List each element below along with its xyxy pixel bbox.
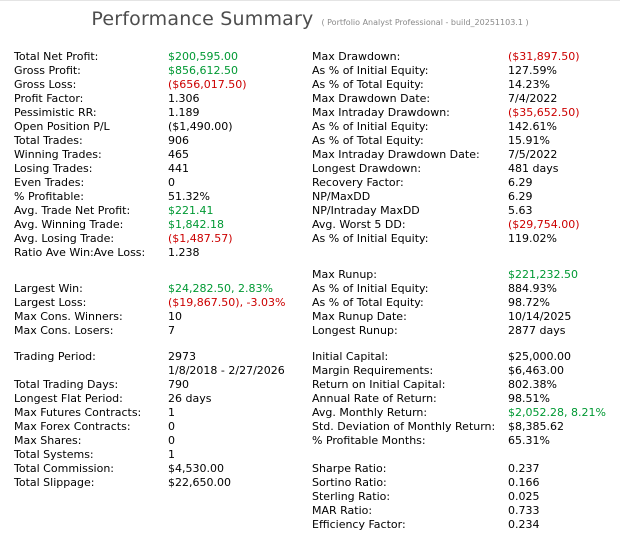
stat-label: Losing Trades: <box>14 162 93 175</box>
left-stat-group <box>14 350 312 490</box>
right-stat-group <box>312 462 614 532</box>
stat-value: 481 days <box>508 162 559 175</box>
stat-value: 465 <box>168 148 189 161</box>
stat-value: 6.29 <box>508 176 533 189</box>
stat-label: Max Forex Contracts: <box>14 420 131 433</box>
stat-value: 0 <box>168 176 175 189</box>
stat-label: Total Slippage: <box>14 476 95 489</box>
stat-row <box>312 162 614 176</box>
stat-label: As % of Total Equity: <box>312 296 424 309</box>
stat-row <box>14 364 312 378</box>
stat-label: Sharpe Ratio: <box>312 462 387 475</box>
stat-row <box>312 232 614 246</box>
stat-value: $25,000.00 <box>508 350 571 363</box>
stat-label: Total Commission: <box>14 462 115 475</box>
stat-value: 1 <box>168 406 175 419</box>
stat-row <box>14 106 312 120</box>
stat-value: 2973 <box>168 350 196 363</box>
stat-value: 98.51% <box>508 392 550 405</box>
stat-value: 10 <box>168 310 182 323</box>
stat-label: Total Trades: <box>14 134 83 147</box>
stat-label: Max Futures Contracts: <box>14 406 142 419</box>
stat-value: $200,595.00 <box>168 50 238 63</box>
stat-label: As % of Initial Equity: <box>312 120 429 133</box>
stat-value: 10/14/2025 <box>508 310 572 323</box>
stat-row <box>312 204 614 218</box>
stat-row <box>312 420 614 434</box>
stat-row <box>14 218 312 232</box>
stat-value: 0.733 <box>508 504 540 517</box>
stat-row <box>14 378 312 392</box>
stat-row <box>312 364 614 378</box>
stat-label: Std. Deviation of Monthly Return: <box>312 420 496 433</box>
stat-label: NP/Intraday MaxDD <box>312 204 420 217</box>
stat-row <box>14 190 312 204</box>
stat-label: Sortino Ratio: <box>312 476 387 489</box>
stat-label: Sterling Ratio: <box>312 490 391 503</box>
stat-label: Avg. Winning Trade: <box>14 218 124 231</box>
stat-value: 0.237 <box>508 462 540 475</box>
left-stat-group <box>14 282 312 338</box>
stat-row <box>312 64 614 78</box>
stat-label <box>14 364 168 378</box>
stat-row <box>312 134 614 148</box>
stat-label: Efficiency Factor: <box>312 518 406 531</box>
stat-value: ($31,897.50) <box>508 50 580 63</box>
stat-value: 0 <box>168 434 175 447</box>
stat-row <box>14 78 312 92</box>
stat-value: $221,232.50 <box>508 268 578 281</box>
stat-row <box>14 134 312 148</box>
stat-row <box>312 462 614 476</box>
stat-value: 1.238 <box>168 246 200 259</box>
stat-label: Open Position P/L <box>14 120 110 133</box>
stat-row <box>312 504 614 518</box>
stat-value: 51.32% <box>168 190 210 203</box>
stat-row <box>312 106 614 120</box>
right-stat-group <box>312 50 614 246</box>
stat-label: Max Runup: <box>312 268 377 281</box>
stat-row <box>312 50 614 64</box>
stat-row <box>14 350 312 364</box>
stat-label: Max Intraday Drawdown Date: <box>312 148 480 161</box>
stat-value: $856,612.50 <box>168 64 238 77</box>
stat-label: Initial Capital: <box>312 350 389 363</box>
stat-value: 906 <box>168 134 189 147</box>
stat-value: 7/4/2022 <box>508 92 558 105</box>
stat-value: 802.38% <box>508 378 557 391</box>
stat-label: Total Systems: <box>14 448 94 461</box>
stat-value: $6,463.00 <box>508 364 564 377</box>
stat-row <box>14 148 312 162</box>
stat-row <box>312 490 614 504</box>
stat-row <box>312 190 614 204</box>
stat-row <box>312 310 614 324</box>
stat-value: 1.306 <box>168 92 200 105</box>
stat-value: ($1,487.57) <box>168 232 233 245</box>
stat-row <box>312 350 614 364</box>
stat-label: Longest Flat Period: <box>14 392 123 405</box>
stat-row <box>14 162 312 176</box>
stat-row <box>312 120 614 134</box>
stat-row <box>312 268 614 282</box>
stat-label: Trading Period: <box>14 350 96 363</box>
stat-row <box>14 462 312 476</box>
stat-label: Longest Drawdown: <box>312 162 422 175</box>
stat-label: Avg. Worst 5 DD: <box>312 218 406 231</box>
stat-value: ($656,017.50) <box>168 78 247 91</box>
stat-label: % Profitable Months: <box>312 434 426 447</box>
stat-label: MAR Ratio: <box>312 504 373 517</box>
stat-label: As % of Initial Equity: <box>312 282 429 295</box>
stat-label: As % of Total Equity: <box>312 134 424 147</box>
stat-value: 6.29 <box>508 190 533 203</box>
stat-value: 0.025 <box>508 490 540 503</box>
stat-label: Ratio Ave Win:Ave Loss: <box>14 246 146 259</box>
stat-row <box>14 120 312 134</box>
stat-label: Total Net Profit: <box>14 50 99 63</box>
stat-row <box>312 218 614 232</box>
stat-value: 127.59% <box>508 64 557 77</box>
stat-label: As % of Initial Equity: <box>312 64 429 77</box>
stat-row <box>14 296 312 310</box>
stat-row <box>14 92 312 106</box>
stat-row <box>14 406 312 420</box>
report-header <box>0 8 620 30</box>
stat-label: As % of Total Equity: <box>312 78 424 91</box>
stat-label: Avg. Losing Trade: <box>14 232 115 245</box>
stats-column-right <box>312 50 614 532</box>
stat-label: Max Intraday Drawdown: <box>312 106 450 119</box>
stat-value: 142.61% <box>508 120 557 133</box>
stat-value: 15.91% <box>508 134 550 147</box>
stat-label: Even Trades: <box>14 176 85 189</box>
stat-label: Recovery Factor: <box>312 176 404 189</box>
stat-label: Max Runup Date: <box>312 310 407 323</box>
stat-value: 119.02% <box>508 232 557 245</box>
stat-value: ($35,652.50) <box>508 106 580 119</box>
stat-row <box>312 406 614 420</box>
stat-label: Profit Factor: <box>14 92 84 105</box>
left-stat-group <box>14 50 312 260</box>
stat-value: ($1,490.00) <box>168 120 233 133</box>
stat-value: 14.23% <box>508 78 550 91</box>
stat-value: $4,530.00 <box>168 462 224 475</box>
stat-value: $2,052.28, 8.21% <box>508 406 606 419</box>
stat-value: 2877 days <box>508 324 566 337</box>
stat-value: 441 <box>168 162 189 175</box>
stat-value: 7 <box>168 324 175 337</box>
stat-label: Max Cons. Losers: <box>14 324 114 337</box>
stat-row <box>14 50 312 64</box>
stat-row <box>14 282 312 296</box>
stat-row <box>14 324 312 338</box>
stat-row <box>312 518 614 532</box>
stat-label: Return on Initial Capital: <box>312 378 446 391</box>
stat-label: % Profitable: <box>14 190 84 203</box>
stat-value: $8,385.62 <box>508 420 564 433</box>
stat-row <box>312 324 614 338</box>
stat-row <box>14 204 312 218</box>
stat-row <box>312 392 614 406</box>
stat-row <box>14 310 312 324</box>
stat-label: Margin Requirements: <box>312 364 434 377</box>
stat-value: 884.93% <box>508 282 557 295</box>
stat-label: Gross Profit: <box>14 64 81 77</box>
page-title: Performance Summary <box>91 8 314 30</box>
stat-value: 790 <box>168 378 189 391</box>
stat-row <box>312 282 614 296</box>
stat-value: ($19,867.50), -3.03% <box>168 296 286 309</box>
stat-label: Total Trading Days: <box>14 378 119 391</box>
stat-row <box>312 92 614 106</box>
stat-label: Winning Trades: <box>14 148 102 161</box>
stats-column-left <box>14 50 312 490</box>
stat-label: Pessimistic RR: <box>14 106 97 119</box>
stat-row <box>14 434 312 448</box>
stat-label: Max Drawdown Date: <box>312 92 431 105</box>
stat-value: 0 <box>168 420 175 433</box>
stat-row <box>312 434 614 448</box>
stat-label: Largest Loss: <box>14 296 87 309</box>
stat-row <box>14 448 312 462</box>
stat-value: ($29,754.00) <box>508 218 580 231</box>
stat-value: 26 days <box>168 392 212 405</box>
stat-label: Max Shares: <box>14 434 82 447</box>
stat-row <box>312 378 614 392</box>
right-stat-group <box>312 268 614 338</box>
stat-label: As % of Initial Equity: <box>312 232 429 245</box>
stat-label: Gross Loss: <box>14 78 77 91</box>
stat-row <box>312 476 614 490</box>
stat-value: 5.63 <box>508 204 533 217</box>
stat-row <box>14 232 312 246</box>
stat-label: Annual Rate of Return: <box>312 392 437 405</box>
stat-label: Max Cons. Winners: <box>14 310 123 323</box>
stat-value: 7/5/2022 <box>508 148 558 161</box>
stat-label: Avg. Monthly Return: <box>312 406 428 419</box>
build-version-label: ( Portfolio Analyst Professional - build_20251103.1 ) <box>321 18 529 27</box>
stat-value: 0.166 <box>508 476 540 489</box>
stat-row <box>312 78 614 92</box>
stat-value: $22,650.00 <box>168 476 231 489</box>
stat-value: 0.234 <box>508 518 540 531</box>
stat-row <box>14 420 312 434</box>
stat-row <box>14 246 312 260</box>
right-stat-group <box>312 350 614 448</box>
stat-value: $24,282.50, 2.83% <box>168 282 273 295</box>
stat-row <box>14 392 312 406</box>
stat-row <box>14 476 312 490</box>
stat-value: $221.41 <box>168 204 214 217</box>
stat-value: 65.31% <box>508 434 550 447</box>
stat-value: 1 <box>168 448 175 461</box>
stat-value: 98.72% <box>508 296 550 309</box>
stat-label: NP/MaxDD <box>312 190 371 203</box>
stat-row <box>312 148 614 162</box>
stat-label: Max Drawdown: <box>312 50 401 63</box>
stat-row <box>312 176 614 190</box>
stat-label: Largest Win: <box>14 282 83 295</box>
stat-label: Longest Runup: <box>312 324 398 337</box>
stat-row <box>14 64 312 78</box>
stat-value: 1.189 <box>168 106 200 119</box>
stat-value: 1/8/2018 - 2/27/2026 <box>168 364 285 377</box>
stat-value: $1,842.18 <box>168 218 224 231</box>
stat-row <box>312 296 614 310</box>
stat-label: Avg. Trade Net Profit: <box>14 204 131 217</box>
stat-row <box>14 176 312 190</box>
